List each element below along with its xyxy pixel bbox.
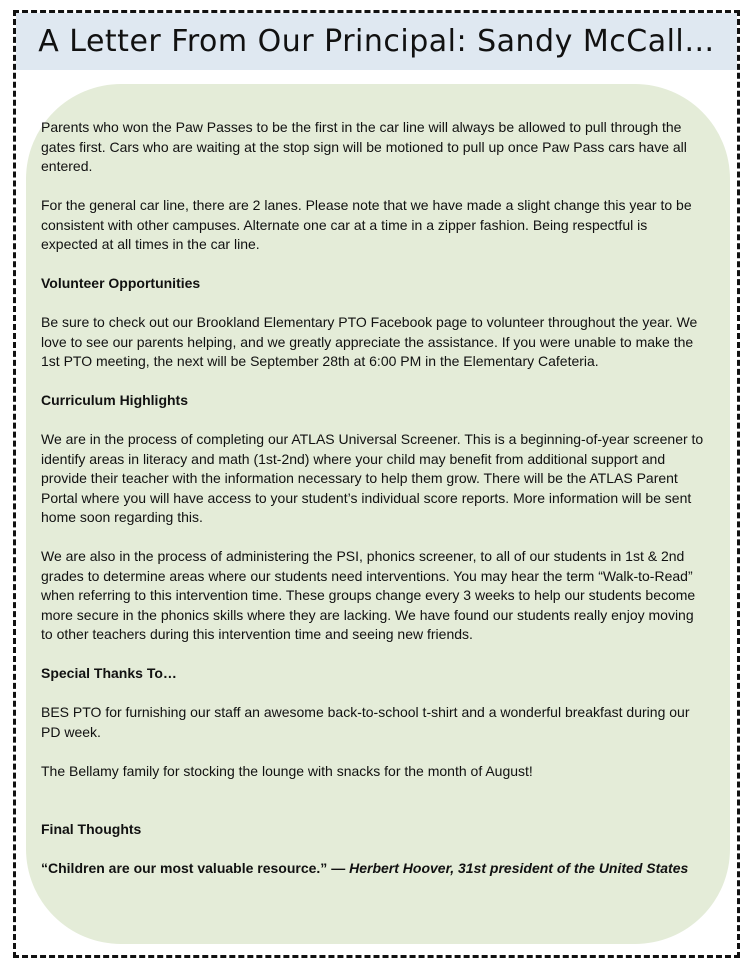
spacer (41, 801, 706, 821)
heading-volunteer: Volunteer Opportunities (41, 275, 201, 291)
title-banner (16, 13, 737, 70)
paragraph-paw-passes: Parents who won the Paw Passes to be the first in the car line will always be allowed to pull through the gates first. Cars who are waiting at the stop sign will be motioned to pull up once Paw Pass cars have all entered. (41, 119, 687, 174)
closing-quote (41, 859, 706, 879)
paragraph-bellamy-thanks: The Bellamy family for stocking the lounge with snacks for the month of August! (41, 762, 533, 779)
letter-body (41, 118, 706, 898)
quote-text: “Children are our most valuable resource.” — (41, 860, 346, 876)
paragraph-atlas: We are in the process of completing our ATLAS Universal Screener. This is a beginning-of-year screener to identify areas in literacy and math (1st-2nd) where your child may benefit from additional support and provide their teacher with the information necessary to help them grow. There will be the ATLAS Parent Portal where you will have access to your student’s individual score reports. More information will be sent home soon regarding this. (41, 431, 704, 525)
page-title: A Letter From Our Principal: Sandy McCall… (38, 24, 715, 59)
quote-attribution: Herbert Hoover, 31st president of the United States (349, 860, 689, 876)
paragraph-volunteer: Be sure to check out our Brookland Elementary PTO Facebook page to volunteer throughout the year. We love to see our parents helping, and we greatly appreciate the assistance. If you were unable to make the 1st PTO meeting, the next will be September 28th at 6:00 PM in the Elementary Cafeteria. (41, 314, 698, 369)
heading-final-thoughts: Final Thoughts (41, 821, 142, 837)
heading-curriculum: Curriculum Highlights (41, 392, 188, 408)
paragraph-psi: We are also in the process of administering the PSI, phonics screener, to all of our students in 1st & 2nd grades to determine areas where our students need interventions. You may hear the term “Walk-to-Read” when referring to this intervention time. These groups change every 3 weeks to help our students become more secure in the phonics skills where they are lacking. We have found our students really enjoy moving to other teachers during this intervention time and seeing new friends. (41, 548, 696, 642)
paragraph-car-line: For the general car line, there are 2 lanes. Please note that we have made a slight change this year to be consistent with other campuses. Alternate one car at a time in a zipper fashion. Being respectful is expected at all times in the car line. (41, 197, 692, 252)
paragraph-pto-thanks: BES PTO for furnishing our staff an awesome back-to-school t-shirt and a wonderful breakfast during our PD week. (41, 704, 690, 740)
heading-special-thanks: Special Thanks To… (41, 665, 177, 681)
